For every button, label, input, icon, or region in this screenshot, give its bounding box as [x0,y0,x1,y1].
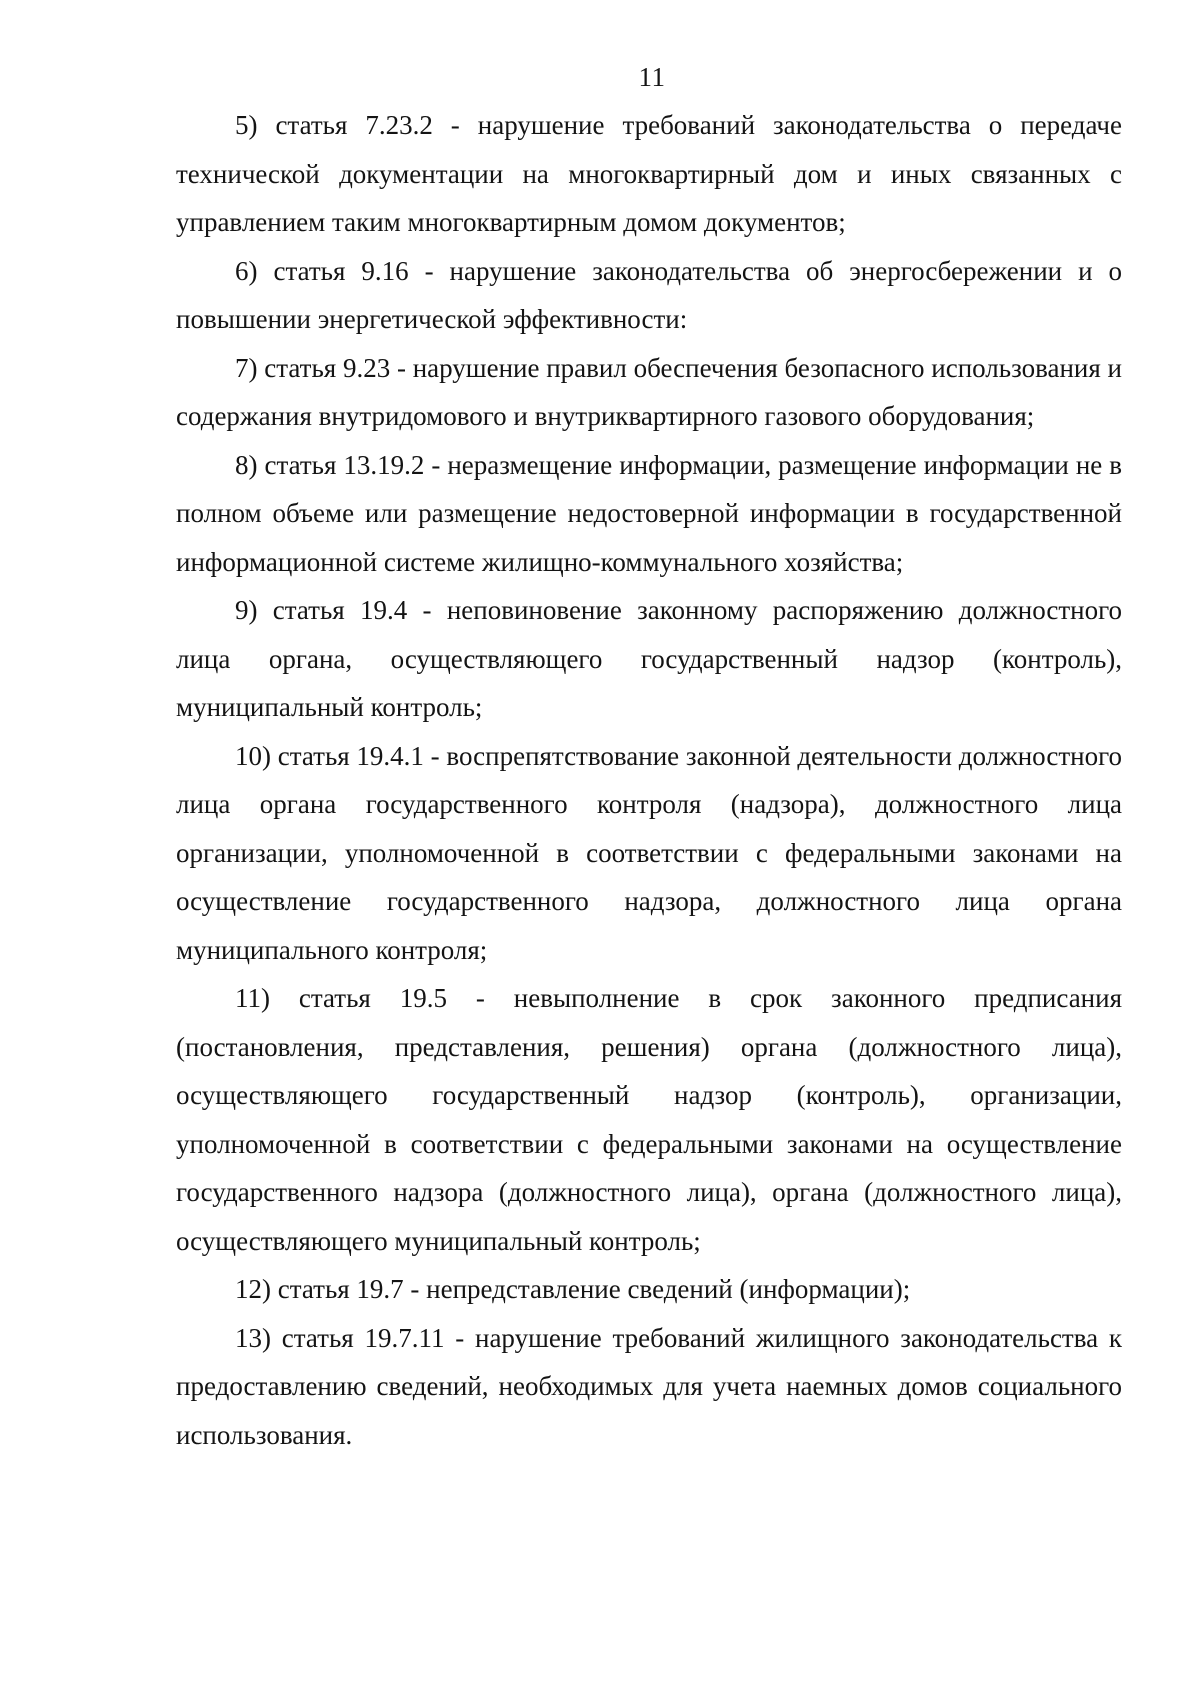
list-item-5: 5) статья 7.23.2 - нарушение требований законодательства о передаче технической документации на многоквартирный дом и иных связанных с управлением таким многоквартирным домом документов; [176,110,1122,237]
list-item-7: 7) статья 9.23 - нарушение правил обеспечения безопасного использования и содержания внутридомового и внутриквартирного газового оборудования; [176,352,1122,431]
list-item-9: 9) статья 19.4 - неповиновение законному распоряжению должностного лица органа, осуществляющего государственный надзор (контроль), муниципальный контроль; [176,595,1122,722]
list-item-8: 8) статья 13.19.2 - неразмещение информации, размещение информации не в полном объеме или размещение недостоверной информации в государственной информационной системе жилищно-коммунального хозяйства; [176,449,1122,577]
document-body [176,101,1122,1459]
list-item-11: 11) статья 19.5 - невыполнение в срок законного предписания (постановления, представления, решения) органа (должностного лица), осуществляющего государственный надзор (контроль), организации, уполномоченной в соответствии с федеральными законами на осуществление государственного надзора (должностного лица), органа (должностного лица), осуществляющего муниципальный контроль; [176,983,1122,1256]
list-item-6: 6) статья 9.16 - нарушение законодательства об энергосбережении и о повышении энергетической эффективности: [176,255,1122,334]
list-item-12: 12) статья 19.7 - непредставление сведений (информации); [235,1274,911,1304]
list-item-10: 10) статья 19.4.1 - воспрепятствование законной деятельности должностного лица органа государственного контроля (надзора), должностного лица организации, уполномоченной в соответствии с федеральными законами на осуществление государственного надзора, должностного лица органа муниципального контроля; [176,740,1122,965]
list-item-13: 13) статья 19.7.11 - нарушение требований жилищного законодательства к предоставлению сведений, необходимых для учета наемных домов социального использования. [176,1322,1122,1450]
page-number: 11 [638,62,666,92]
